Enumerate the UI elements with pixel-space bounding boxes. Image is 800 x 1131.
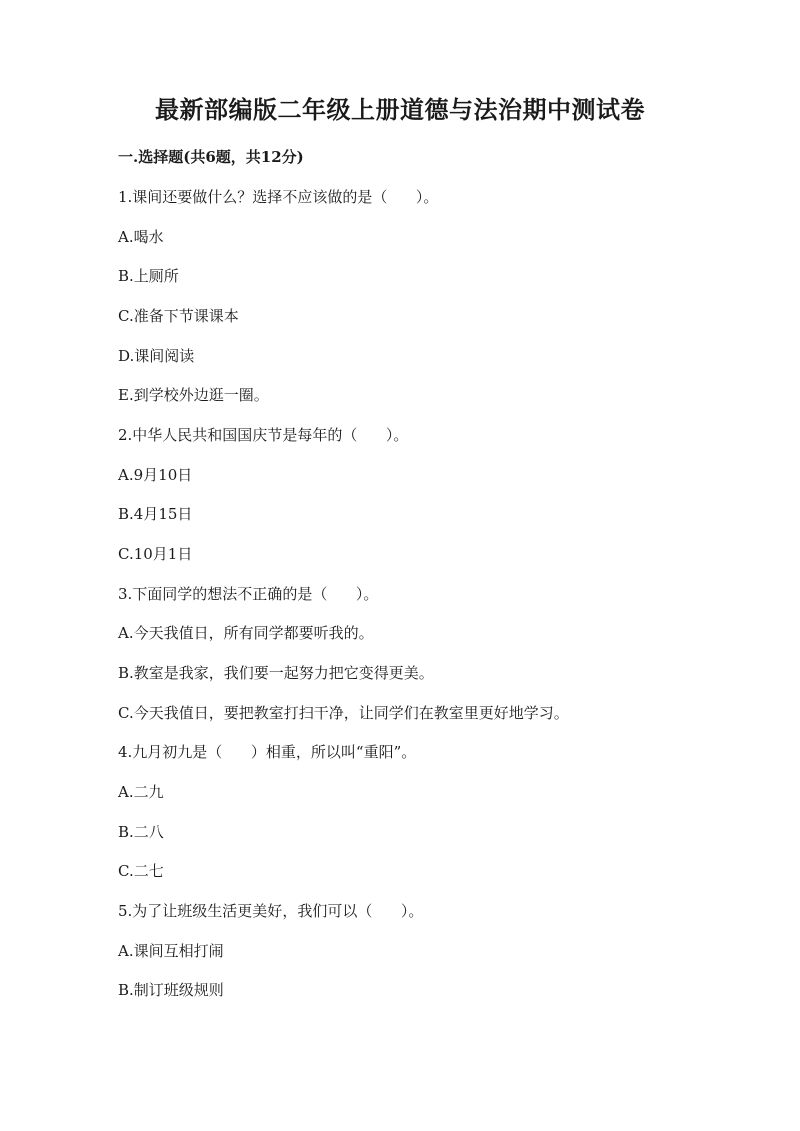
option-1e: E.到学校外边逛一圈。 xyxy=(118,386,269,404)
option-5a: A.课间互相打闹 xyxy=(118,942,224,960)
option-2b: B.4月15日 xyxy=(118,505,193,523)
option-4a: A.二九 xyxy=(118,783,164,801)
option-3a: A.今天我值日，所有同学都要听我的。 xyxy=(118,624,374,642)
option-4c: C.二七 xyxy=(118,862,164,880)
question-4: 4.九月初九是（ ）相重，所以叫“重阳”。 xyxy=(118,743,417,761)
option-3c: C.今天我值日，要把教室打扫干净，让同学们在教室里更好地学习。 xyxy=(118,704,569,722)
question-2: 2.中华人民共和国国庆节是每年的（ ）。 xyxy=(118,426,409,444)
option-1c: C.准备下节课课本 xyxy=(118,307,239,325)
question-3: 3.下面同学的想法不正确的是（ ）。 xyxy=(118,585,379,603)
exam-title: 最新部编版二年级上册道德与法治期中测试卷 xyxy=(155,95,645,124)
option-1d: D.课间阅读 xyxy=(118,347,195,365)
question-1: 1.课间还要做什么？选择不应该做的是（ ）。 xyxy=(118,188,439,206)
option-3b: B.教室是我家，我们要一起努力把它变得更美。 xyxy=(118,664,434,682)
question-5: 5.为了让班级生活更美好，我们可以（ ）。 xyxy=(118,902,424,920)
option-4b: B.二八 xyxy=(118,823,164,841)
option-5b: B.制订班级规则 xyxy=(118,981,224,999)
section-heading: 一.选择题(共6题，共12分) xyxy=(118,148,304,166)
option-2a: A.9月10日 xyxy=(118,466,193,484)
option-1a: A.喝水 xyxy=(118,228,164,246)
option-2c: C.10月1日 xyxy=(118,545,193,563)
option-1b: B.上厕所 xyxy=(118,267,179,285)
